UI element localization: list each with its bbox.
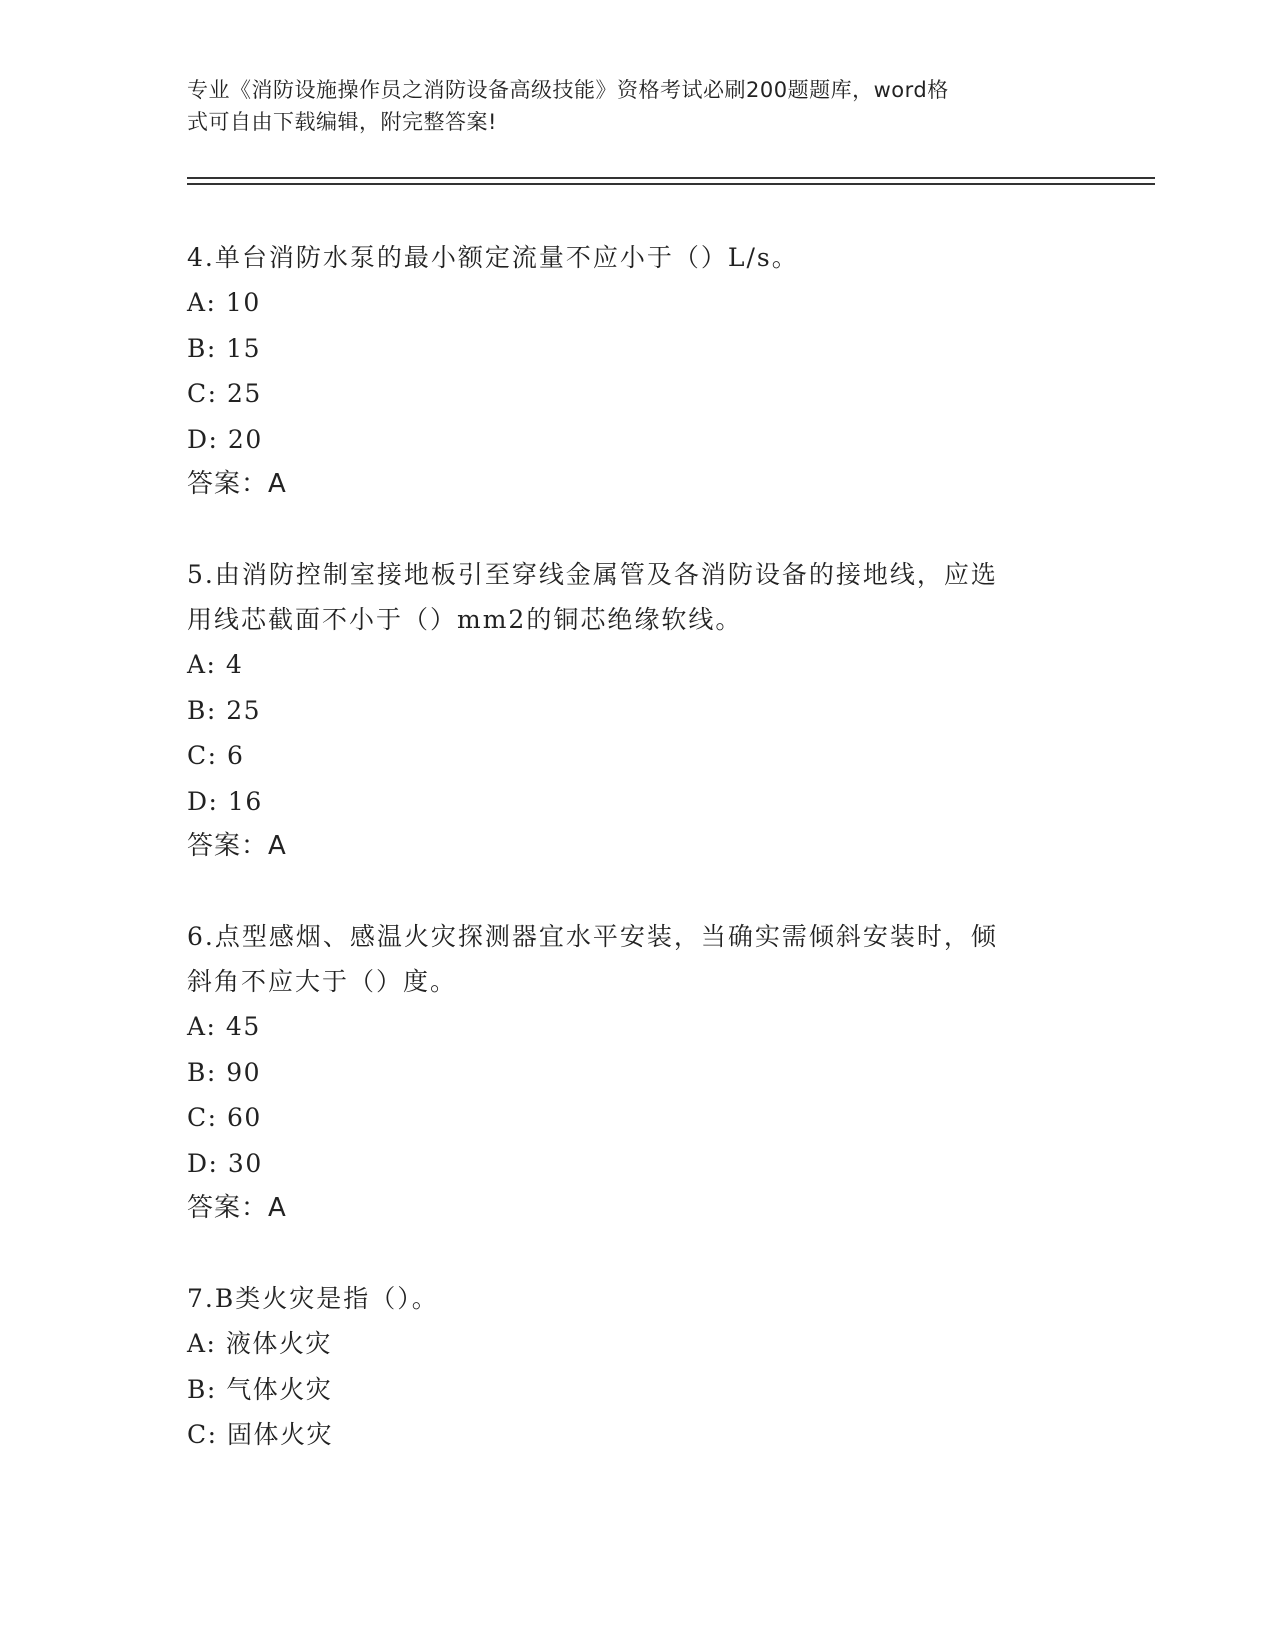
header-line-2: 式可自由下载编辑，附完整答案! <box>187 110 497 134</box>
answer: 答案：A <box>187 469 287 499</box>
option-a: A: 4 <box>187 650 244 679</box>
answer: 答案：A <box>187 1193 287 1223</box>
option-c: C: 固体火灾 <box>187 1420 333 1449</box>
question-4 <box>187 235 1067 507</box>
header-line-1: 专业《消防设施操作员之消防设备高级技能》资格考试必刷200题题库，word格 <box>187 78 949 102</box>
option-c: C: 60 <box>187 1103 262 1132</box>
question-list <box>187 235 1067 1458</box>
option-d: D: 16 <box>187 786 263 816</box>
question-7 <box>187 1276 1067 1458</box>
question-6 <box>187 914 1067 1231</box>
option-a: A: 45 <box>187 1012 261 1041</box>
option-a: A: 10 <box>187 288 261 317</box>
question-text-continued: 用线芯截面不小于（）mm2的铜芯绝缘软线。 <box>187 605 743 634</box>
question-text: 6.点型感烟、感温火灾探测器宜水平安装，当确实需倾斜安装时，倾 <box>187 922 998 951</box>
option-b: B: 气体火灾 <box>187 1374 333 1404</box>
option-d: D: 30 <box>187 1148 263 1178</box>
option-c: C: 25 <box>187 379 262 408</box>
question-spacer <box>187 507 1067 552</box>
question-spacer <box>187 869 1067 914</box>
header-divider-top <box>187 177 1155 179</box>
question-text: 4.单台消防水泵的最小额定流量不应小于（）L/s。 <box>187 243 799 272</box>
option-a: A: 液体火灾 <box>187 1329 332 1358</box>
option-b: B: 90 <box>187 1057 262 1087</box>
question-spacer <box>187 1231 1067 1276</box>
option-d: D: 20 <box>187 424 263 454</box>
option-b: B: 25 <box>187 695 262 725</box>
answer: 答案：A <box>187 831 287 861</box>
header-divider-bottom <box>187 183 1155 185</box>
question-text-continued: 斜角不应大于（）度。 <box>187 967 458 996</box>
question-5 <box>187 552 1067 869</box>
option-c: C: 6 <box>187 741 245 770</box>
document-header <box>187 74 1067 138</box>
question-text: 5.由消防控制室接地板引至穿线金属管及各消防设备的接地线，应选 <box>187 560 998 589</box>
question-text: 7.B类火灾是指（）。 <box>187 1284 439 1313</box>
option-b: B: 15 <box>187 333 262 363</box>
